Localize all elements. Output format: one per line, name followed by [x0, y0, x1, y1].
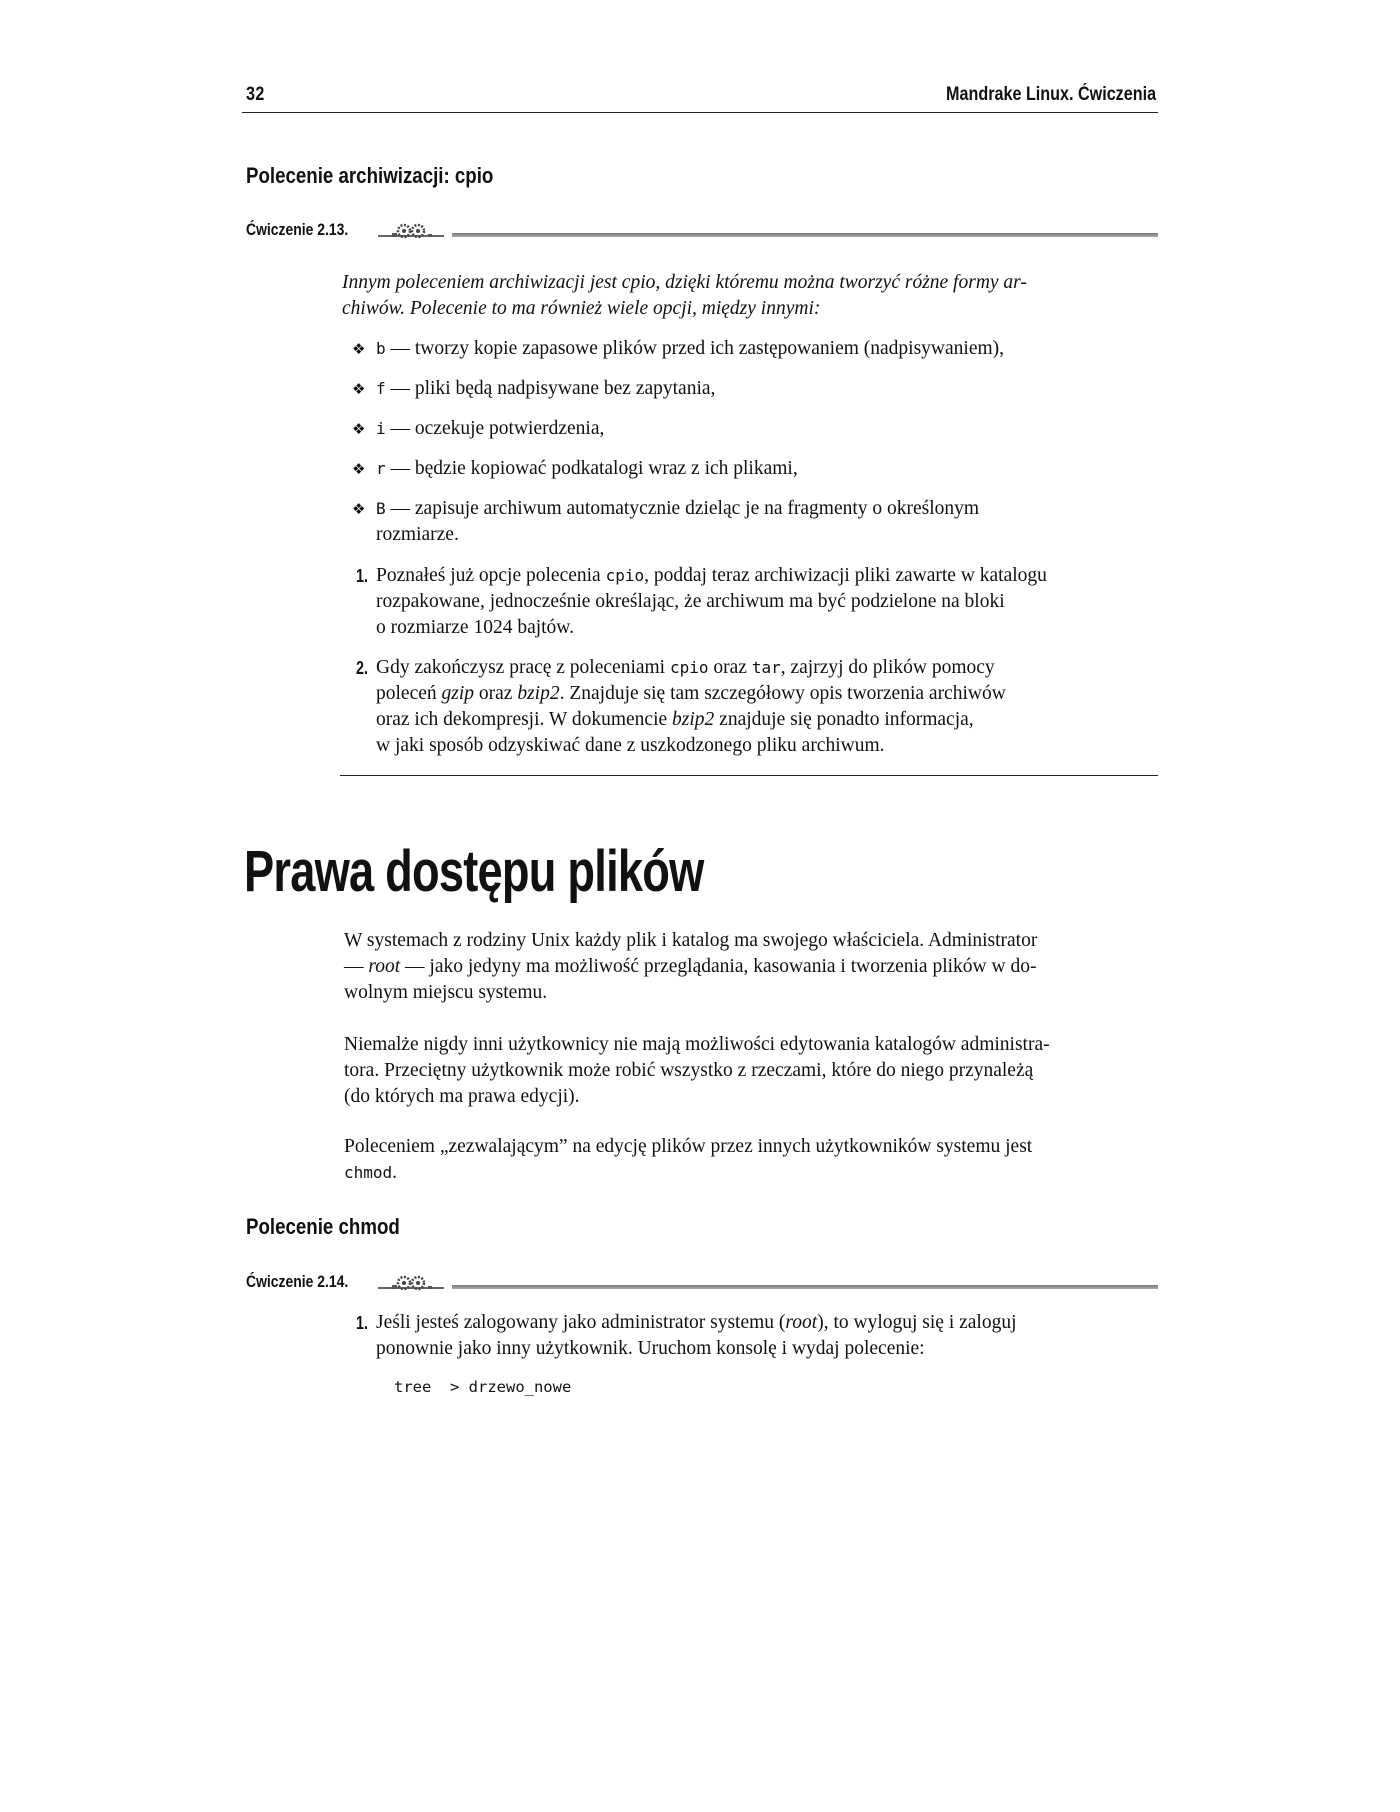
- option-text: — oczekuje potwierdzenia,: [385, 418, 605, 439]
- diamond-bullet-icon: ❖: [352, 380, 366, 398]
- inline-code: chmod: [344, 1163, 393, 1182]
- running-head: [242, 84, 1158, 113]
- option-text: — będzie kopiować podkatalogi wraz z ich plikami,: [385, 458, 798, 479]
- exercise-rule: [452, 233, 1158, 237]
- diamond-bullet-icon: ❖: [352, 420, 366, 438]
- option-flag: f: [376, 379, 386, 398]
- option-text: — zapisuje archiwum automatycznie dzieląc je na fragmenty o określonym: [385, 498, 980, 519]
- diamond-bullet-icon: ❖: [352, 500, 366, 518]
- option-flag: r: [376, 459, 386, 478]
- section-heading-chmod: Polecenie chmod: [246, 1214, 400, 1239]
- option-item: [352, 456, 1152, 482]
- step-text: Jeśli jesteś zalogowany jako administrator systemu (root), to wyloguj się i zaloguj ponownie jako inny użytkownik. Uruchom konsolę i wydaj polecenie:: [376, 1312, 1017, 1359]
- intro-line-2: chiwów. Polecenie to ma również wiele opcji, między innymi:: [342, 298, 821, 319]
- option-flag: b: [376, 339, 386, 358]
- paragraph-1: W systemach z rodziny Unix każdy plik i katalog ma swojego właściciela. Administrator — root — jako jedyny ma możliwość przeglądania, kasowania i tworzenia plików w do- wolnym miejscu systemu.: [344, 930, 1038, 1003]
- exercise-rule: [452, 1285, 1158, 1289]
- option-flag: i: [376, 419, 386, 438]
- exercise-bar-2-13: [246, 220, 1158, 244]
- step-text: Gdy zakończysz pracę z poleceniami cpio oraz tar, zajrzyj do plików pomocy poleceń gzip oraz bzip2. Znajduje się tam szczegółowy opis tworzenia archiwów oraz ich dekompresji. W dokumencie bzip2 znajduje się ponadto informacja, w jaki sposób odzyskiwać dane z uszkodzonego pliku archiwum.: [376, 657, 1006, 756]
- option-text-continued: rozmiarze.: [376, 524, 459, 545]
- option-text: — tworzy kopie zapasowe plików przed ich zastępowaniem (nadpisywaniem),: [385, 338, 1005, 359]
- option-flag: B: [376, 499, 386, 518]
- inline-code: cpio: [669, 658, 709, 677]
- diamond-bullet-icon: ❖: [352, 460, 366, 478]
- step-number: 1.: [356, 1313, 369, 1333]
- exercise-end-rule: [340, 775, 1158, 776]
- page-number: 32: [246, 84, 265, 105]
- step-item: [356, 655, 1156, 759]
- intro-line-1: Innym poleceniem archiwizacji jest cpio, dzięki któremu można tworzyć różne formy ar-: [342, 272, 1027, 293]
- step-item: [356, 1310, 1156, 1362]
- step-text: Poznałeś już opcje polecenia cpio, poddaj teraz archiwizacji pliki zawarte w katalogu rozpakowane, jednocześnie określając, że archiwum ma być podzielone na bloki o rozmiarze 1024 bajtów.: [376, 565, 1047, 638]
- paragraph-3: Poleceniem „zezwalającym” na edycję plików przez innych użytkowników systemu jest chmod.: [344, 1136, 1033, 1183]
- gears-icon: [378, 222, 444, 242]
- step-item: [356, 563, 1156, 641]
- exercise-label: Ćwiczenie 2.13.: [246, 220, 349, 239]
- diamond-bullet-icon: ❖: [352, 340, 366, 358]
- section-heading-cpio: Polecenie archiwizacji: cpio: [246, 163, 494, 188]
- gears-icon: [378, 1274, 444, 1294]
- inline-code: tar: [751, 658, 781, 677]
- code-example: tree > drzewo_nowe: [394, 1378, 572, 1396]
- option-item: [352, 336, 1152, 362]
- chapter-title: Prawa dostępu plików: [244, 839, 704, 904]
- book-title: Mandrake Linux. Ćwiczenia: [945, 84, 1156, 105]
- inline-code: cpio: [605, 566, 645, 585]
- step-number: 1.: [356, 566, 369, 586]
- exercise-label: Ćwiczenie 2.14.: [246, 1272, 349, 1291]
- paragraph-2: Niemalże nigdy inni użytkownicy nie mają możliwości edytowania katalogów administra- tora. Przeciętny użytkownik może robić wszystko z rzeczami, które do niego przynależą (do których ma prawa edycji).: [344, 1034, 1050, 1107]
- intro-paragraph: [342, 270, 1156, 322]
- option-item: [352, 376, 1152, 402]
- option-item: [352, 416, 1152, 442]
- step-number: 2.: [356, 658, 369, 678]
- exercise-bar-2-14: [246, 1272, 1158, 1296]
- option-item: [352, 496, 1152, 548]
- option-text: — pliki będą nadpisywane bez zapytania,: [385, 378, 716, 399]
